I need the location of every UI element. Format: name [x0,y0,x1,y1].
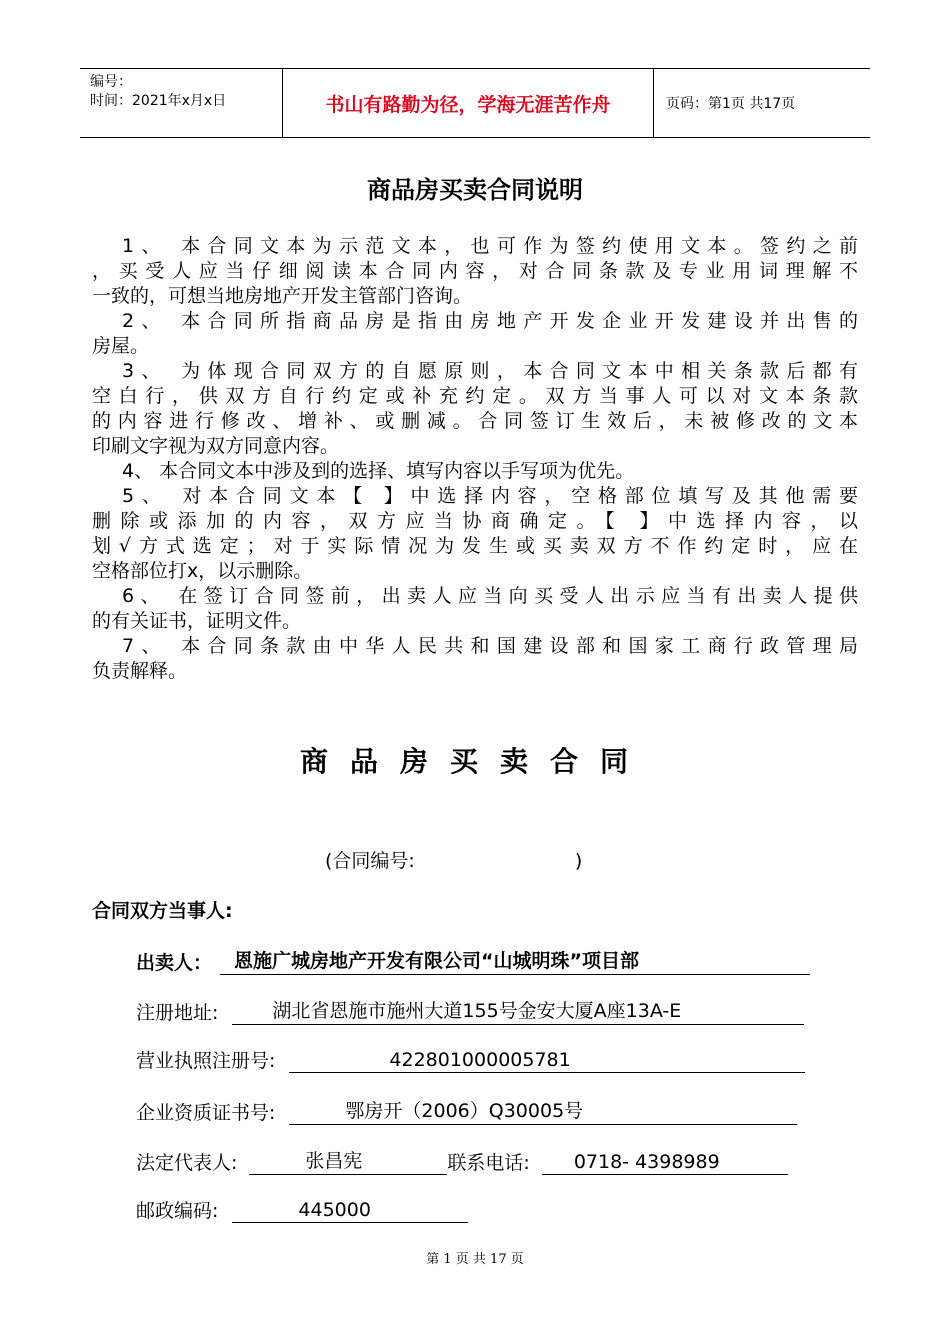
instruction-item [92,584,858,634]
instruction-line: 的内容进行修改、增补、或删减。合同签订生效后，未被修改的文本 [92,410,858,432]
address-label: 注册地址: [136,1002,219,1024]
instruction-line: 删除或添加的内容，双方应当协商确定。【 】中选择内容，以 [92,510,858,532]
instruction-line: 印刷文字视为双方同意内容。 [92,435,340,457]
instruction-item [92,459,858,484]
contract-title: 商品房买卖合同 [299,745,650,778]
qualification-row [136,1096,797,1125]
phone-value[interactable]: 0718- 4398989 [542,1151,788,1175]
legal-rep-value[interactable]: 张昌宪 [249,1146,447,1175]
postcode-value[interactable]: 445000 [232,1199,468,1223]
instruction-line: 5、 对本合同文本【 】中选择内容，空格部位填写及其他需要 [122,485,858,507]
phone-label: 联系电话: [447,1152,530,1174]
instruction-line: ，买受人应当仔细阅读本合同内容，对合同条款及专业用词理解不 [92,260,858,282]
qualification-value[interactable]: 鄂房开（2006）Q30005号 [289,1096,797,1125]
instruction-item [92,484,858,584]
instruction-item [92,359,858,459]
doc-number-label: 编号： [90,74,132,90]
header-page-info: 页码：第1页 共17页 [666,96,796,112]
contract-number [325,846,582,873]
seller-row [136,946,810,975]
header-table [80,68,870,138]
parties-heading: 合同双方当事人: [92,900,233,922]
instructions-body [92,234,858,684]
postcode-row [136,1196,468,1223]
address-row [136,996,804,1025]
address-value[interactable]: 湖北省恩施市施州大道155号金安大厦A座13A-E [232,996,804,1025]
instruction-line: 的有关证书，证明文件。 [92,610,302,632]
instruction-line: 7、 本合同条款由中华人民共和国建设部和国家工商行政管理局 [122,635,858,657]
instruction-item [92,234,858,309]
page-footer: 第 1 页 共 17 页 [426,1252,524,1267]
contract-number-open: (合同编号: [325,850,415,872]
license-label: 营业执照注册号: [136,1050,276,1072]
seller-label: 出卖人： [136,952,213,974]
instruction-line: 1、 本合同文本为示范文本，也可作为签约使用文本。签约之前 [122,235,858,257]
doc-time-label: 时间：2021年x月x日 [90,93,227,109]
instruction-line: 房屋。 [92,335,150,357]
instruction-line: 空白行，供双方自行约定或补充约定。双方当事人可以对文本条款 [92,385,858,407]
postcode-label: 邮政编码: [136,1200,219,1222]
instruction-line: 一致的，可想当地房地产开发主管部门咨询。 [92,285,473,307]
legal-rep-row [136,1146,788,1175]
qualification-label: 企业资质证书号: [136,1102,276,1124]
license-value[interactable]: 422801000005781 [289,1049,805,1073]
instruction-line: 6、 在签订合同签前，出卖人应当向买受人出示应当有出卖人提供 [122,585,858,607]
instruction-line: 3、 为体现合同双方的自愿原则，本合同文本中相关条款后都有 [122,360,858,382]
instruction-line: 4、 本合同文本中涉及到的选择、填写内容以手写项为优先。 [122,460,635,482]
license-row [136,1046,805,1073]
instruction-line: 划√方式选定；对于实际情况为发生或买卖双方不作约定时，应在 [92,535,858,557]
header-meta [80,69,283,137]
header-motto: 书山有路勤为径，学海无涯苦作舟 [283,69,654,137]
seller-value[interactable]: 恩施广城房地产开发有限公司“山城明珠”项目部 [220,946,810,975]
instructions-title: 商品房买卖合同说明 [367,176,583,204]
contract-number-close: ) [574,850,583,872]
instruction-line: 空格部位打x，以示删除。 [92,560,313,582]
instruction-item [92,634,858,684]
legal-rep-label: 法定代表人: [136,1152,238,1174]
instruction-line: 负责解释。 [92,660,188,682]
instruction-item [92,309,858,359]
instruction-line: 2、 本合同所指商品房是指由房地产开发企业开发建设并出售的 [122,310,858,332]
